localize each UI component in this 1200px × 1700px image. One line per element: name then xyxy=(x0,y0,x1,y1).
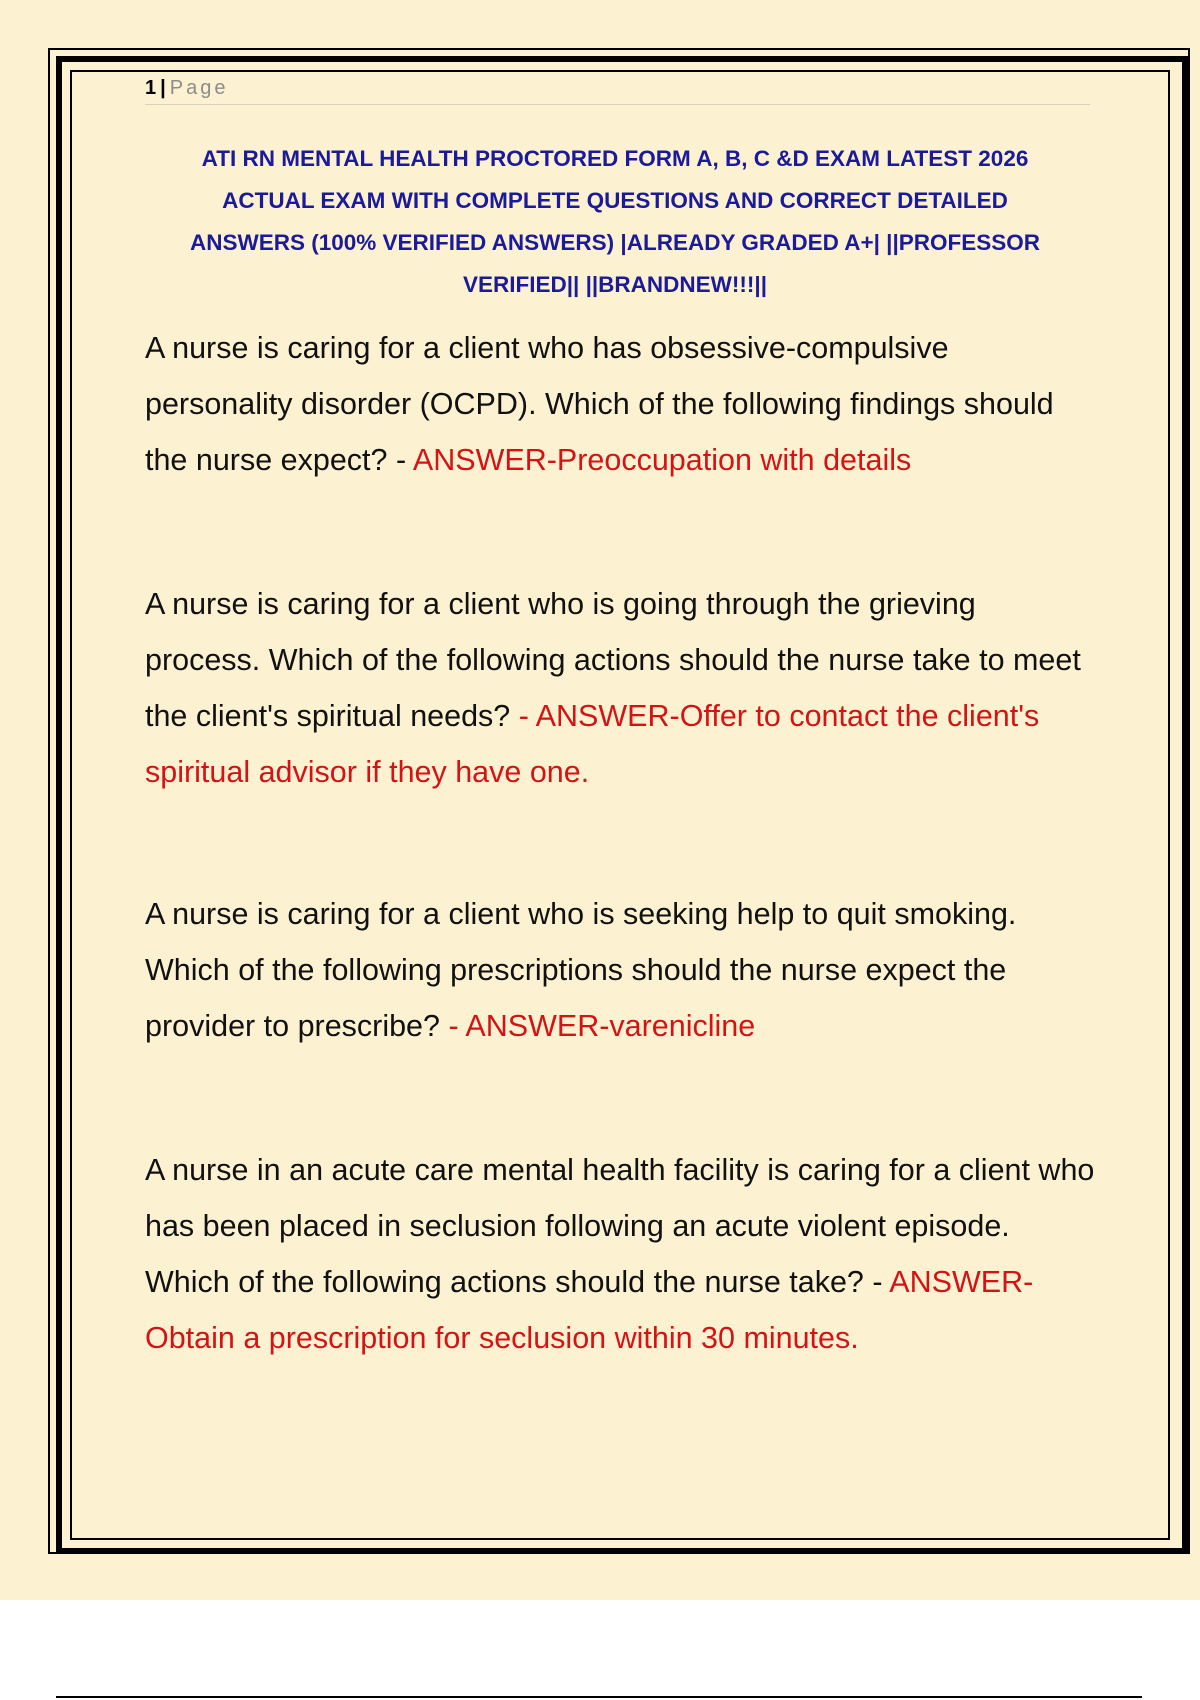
question-item xyxy=(145,886,1095,1054)
answer-text: - ANSWER-varenicline xyxy=(448,1009,756,1043)
answer-text: ANSWER-Preoccupation with details xyxy=(412,443,912,477)
title-line: ACTUAL EXAM WITH COMPLETE QUESTIONS AND CORRECT DETAILED xyxy=(222,188,1008,213)
page-number: 1 xyxy=(145,77,157,99)
question-item xyxy=(145,1142,1095,1366)
page-separator: | xyxy=(160,77,166,99)
question-text: A nurse is caring for a client who has obsessive-compulsive personality disorder (OCPD). Which of the following findings should the nurse expect? - xyxy=(145,331,1054,477)
question-item xyxy=(145,320,1095,488)
footer-rule xyxy=(56,1696,1142,1698)
page-header xyxy=(145,74,1090,105)
document-title xyxy=(150,138,1080,306)
title-line: ATI RN MENTAL HEALTH PROCTORED FORM A, B, C &D EXAM LATEST 2026 xyxy=(201,146,1029,171)
question-text: A nurse in an acute care mental health facility is caring for a client who has been placed in seclusion following an acute violent episode. Which of the following actions should the nurse take? - xyxy=(145,1153,1095,1299)
question-text: A nurse is caring for a client who is seeking help to quit smoking. Which of the following prescriptions should the nurse expect the provider to prescribe? xyxy=(145,897,1017,1043)
question-text: A nurse is caring for a client who is going through the grieving process. Which of the following actions should the nurse take to meet the client's spiritual needs? xyxy=(145,587,1081,733)
answer-text: ANSWER-Obtain a prescription for seclusion within 30 minutes. xyxy=(145,1265,1034,1355)
question-item xyxy=(145,576,1095,800)
title-line: ANSWERS (100% VERIFIED ANSWERS) |ALREADY GRADED A+| ||PROFESSOR xyxy=(189,230,1041,255)
answer-text: - ANSWER-Offer to contact the client's spiritual advisor if they have one. xyxy=(145,699,1040,789)
title-line: VERIFIED|| ||BRANDNEW!!!|| xyxy=(462,272,767,297)
page-label: Page xyxy=(169,77,229,99)
